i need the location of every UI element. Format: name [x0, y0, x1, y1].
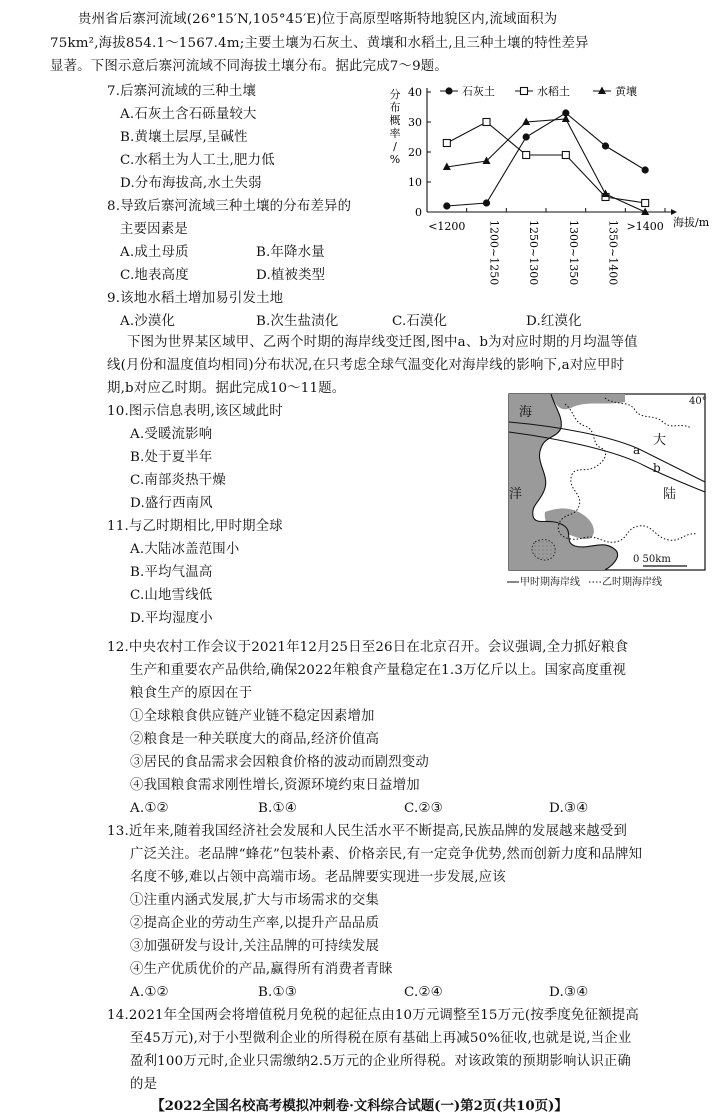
y-axis-label-char: 概	[389, 114, 401, 127]
label-land: 陆	[663, 487, 677, 502]
label-latitude: 40°	[689, 396, 707, 407]
label-big: 大	[653, 433, 667, 448]
q14-line-1: 14.2021年全国两会将增值税月免税的起征点由10万元调整至15万元(按季度免征额提高	[107, 1008, 639, 1023]
x-tick-label: 1300~1350	[566, 220, 580, 286]
data-point-水稻土	[443, 140, 450, 147]
q13-item-4: ④生产优质优价的产品,赢得所有消费者青睐	[130, 962, 393, 977]
q8-stem-1: 8.导致后寨河流域三种土壤的分布差异的	[107, 199, 352, 214]
soil-distribution-chart	[365, 78, 715, 308]
q10-option-d: D.盛行西南风	[130, 496, 213, 511]
q12-item-4: ④我国粮食需求刚性增长,资源环境约束日益增加	[130, 778, 420, 793]
y-axis-label-char: %	[389, 153, 401, 166]
y-tick-label: 40	[408, 86, 422, 99]
data-point-石灰土	[602, 142, 609, 149]
q13-option-a: A.①②	[130, 985, 169, 1000]
q10-stem: 10.图示信息表明,该区域此时	[107, 404, 283, 419]
q11-option-b: B.平均气温高	[130, 565, 213, 580]
q11-stem: 11.与乙时期相比,甲时期全球	[107, 519, 283, 534]
q9-option-a: A.沙漠化	[120, 314, 176, 329]
q8-option-b: B.年降水量	[256, 245, 325, 260]
q7-option-a: A.石灰土含石砾量较大	[120, 107, 257, 122]
y-axis-label-char: 布	[389, 101, 401, 114]
q10-option-c: C.南部炎热干燥	[130, 473, 226, 488]
coastline-map	[505, 392, 715, 590]
q12-item-1: ①全球粮食供应链产业链不稳定因素增加	[130, 709, 375, 724]
q14-line-2: 至45万元),对于小型微利企业的所得税在原有基础上再减50%征收,也就是说,当企业	[130, 1031, 632, 1046]
q7-option-d: D.分布海拔高,水土失弱	[120, 176, 262, 191]
q13-line-2: 广泛关注。老品牌“蜂花”包装朴素、价格亲民,有一定竞争优势,然而创新力度和品牌知	[130, 847, 643, 862]
data-point-水稻土	[562, 152, 569, 159]
label-b: b	[653, 461, 661, 475]
y-tick-label: 20	[408, 146, 422, 159]
q14-line-3: 盈利100万元时,企业只需缴纳2.5万元的企业所得税。对该政策的预期影响认识正确	[130, 1054, 631, 1069]
data-point-石灰土	[523, 133, 530, 140]
intro-line-1: 贵州省后寨河流域(26°15′N,105°45′E)位于高原型喀斯特地貌区内,流域面积为	[78, 12, 558, 27]
y-tick-label: 30	[408, 116, 422, 129]
q12-line-3: 粮食生产的原因在于	[130, 686, 253, 701]
x-axis-label: 海拔/m	[673, 216, 710, 229]
legend-label: 石灰土	[462, 85, 495, 98]
q10-option-b: B.处于夏半年	[130, 450, 213, 465]
q13-option-d: D.③④	[549, 985, 589, 1000]
q9-stem: 9.该地水稻土增加易引发土地	[107, 291, 284, 306]
q8-option-a: A.成土母质	[120, 245, 189, 260]
data-point-石灰土	[483, 199, 490, 206]
legend-label: 黄壤	[615, 85, 637, 98]
q7-option-b: B.黄壤土层厚,呈碱性	[120, 130, 248, 145]
y-axis-label-char: 率	[389, 127, 401, 140]
q12-item-2: ②粮食是一种关联度大的商品,经济价值高	[130, 732, 380, 747]
q8-stem-2: 主要因素是	[120, 222, 188, 237]
series-line-黄壤	[447, 119, 645, 212]
q9-option-c: C.石漠化	[392, 314, 448, 329]
label-sea: 海	[519, 405, 533, 420]
map-intro-line-3: 期,b对应乙时期。据此完成10～11题。	[107, 381, 346, 396]
legend-label: 水稻土	[537, 85, 570, 98]
data-point-水稻土	[523, 152, 530, 159]
x-axis-arrow	[671, 209, 677, 215]
q12-line-1: 12.中央农村工作会议于2021年12月25日至26日在北京召开。会议强调,全力抓好粮食	[107, 640, 629, 655]
q12-item-3: ③居民的食品需求会因粮食价格的波动而剧烈变动	[130, 755, 429, 770]
legend-yi: 乙时期海岸线	[602, 577, 662, 588]
q9-option-d: D.红漠化	[526, 314, 582, 329]
x-tick-label: 1350~1400	[606, 220, 620, 286]
data-point-石灰土	[443, 202, 450, 209]
y-axis-label-char: /	[393, 140, 397, 153]
legend-marker	[521, 88, 528, 95]
q13-line-3: 名度不够,难以占领中高端市场。老品牌要实现进一步发展,应该	[130, 870, 506, 885]
data-point-石灰土	[642, 166, 649, 173]
intro-line-3: 显著。下图示意后寨河流域不同海拔土壤分布。据此完成7～9题。	[50, 59, 448, 74]
q14-line-4: 的是	[130, 1077, 158, 1092]
legend-marker	[598, 87, 606, 95]
q13-item-1: ①注重内涵式发展,扩大与市场需求的交集	[130, 893, 380, 908]
q12-option-c: C.②③	[404, 801, 443, 816]
q7-option-c: C.水稻土为人工土,肥力低	[120, 153, 275, 168]
y-axis-label-char: 分	[389, 88, 401, 101]
q8-option-d: D.植被类型	[256, 268, 326, 283]
x-tick-label: <1200	[428, 220, 466, 233]
legend-jia: 甲时期海岸线	[520, 577, 580, 588]
q13-option-c: C.②④	[404, 985, 443, 1000]
q13-item-2: ②提高企业的劳动生产率,以提升产品品质	[130, 916, 380, 931]
q9-option-b: B.次生盐渍化	[256, 314, 339, 329]
scale-label: 0 50km	[633, 554, 671, 565]
q8-option-c: C.地表高度	[120, 268, 189, 283]
q13-item-3: ③加强研发与设计,关注品牌的可持续发展	[130, 939, 380, 954]
page-footer: 【2022全国名校高考模拟冲刺卷·文科综合试题(一)第2页(共10页)】	[151, 1098, 568, 1114]
q13-line-1: 13.近年来,随着我国经济社会发展和人民生活水平不断提高,民族品牌的发展越来越受到	[107, 824, 628, 839]
intro-line-2: 75km²,海拔854.1～1567.4m;主要土壤为石灰土、黄壤和水稻土,且三种土壤的特性差异	[50, 36, 589, 51]
q12-option-b: B.①④	[258, 801, 297, 816]
x-tick-label: 1200~1250	[487, 220, 501, 286]
q11-option-c: C.山地雪线低	[130, 588, 213, 603]
q12-option-a: A.①②	[130, 801, 169, 816]
y-tick-label: 10	[408, 176, 422, 189]
y-tick-label: 0	[415, 206, 422, 219]
q12-option-d: D.③④	[549, 801, 589, 816]
x-tick-label: 1250~1300	[527, 220, 541, 286]
label-a: a	[633, 443, 641, 457]
label-ocean: 洋	[509, 487, 523, 502]
legend-marker	[445, 87, 452, 94]
q11-option-a: A.大陆冰盖范围小	[130, 542, 240, 557]
data-point-水稻土	[642, 200, 649, 207]
x-tick-label: >1400	[626, 220, 664, 233]
map-intro-line-2: 线(月份和温度值均相同)分布状况,在只考虑全球气温变化对海岸线的影响下,a对应甲时	[107, 358, 625, 373]
q11-option-d: D.平均湿度小	[130, 611, 213, 626]
data-point-水稻土	[483, 119, 490, 126]
q7-stem: 7.后寨河流域的三种土壤	[107, 84, 257, 99]
q13-option-b: B.①③	[258, 985, 297, 1000]
q10-option-a: A.受暖流影响	[130, 427, 213, 442]
q12-line-2: 生产和重要农产品供给,确保2022年粮食产量稳定在1.3万亿斤以上。国家高度重视	[130, 663, 627, 678]
map-intro-line-1: 下图为世界某区域甲、乙两个时期的海岸线变迁图,图中a、b为对应时期的月均温等值	[127, 335, 638, 350]
